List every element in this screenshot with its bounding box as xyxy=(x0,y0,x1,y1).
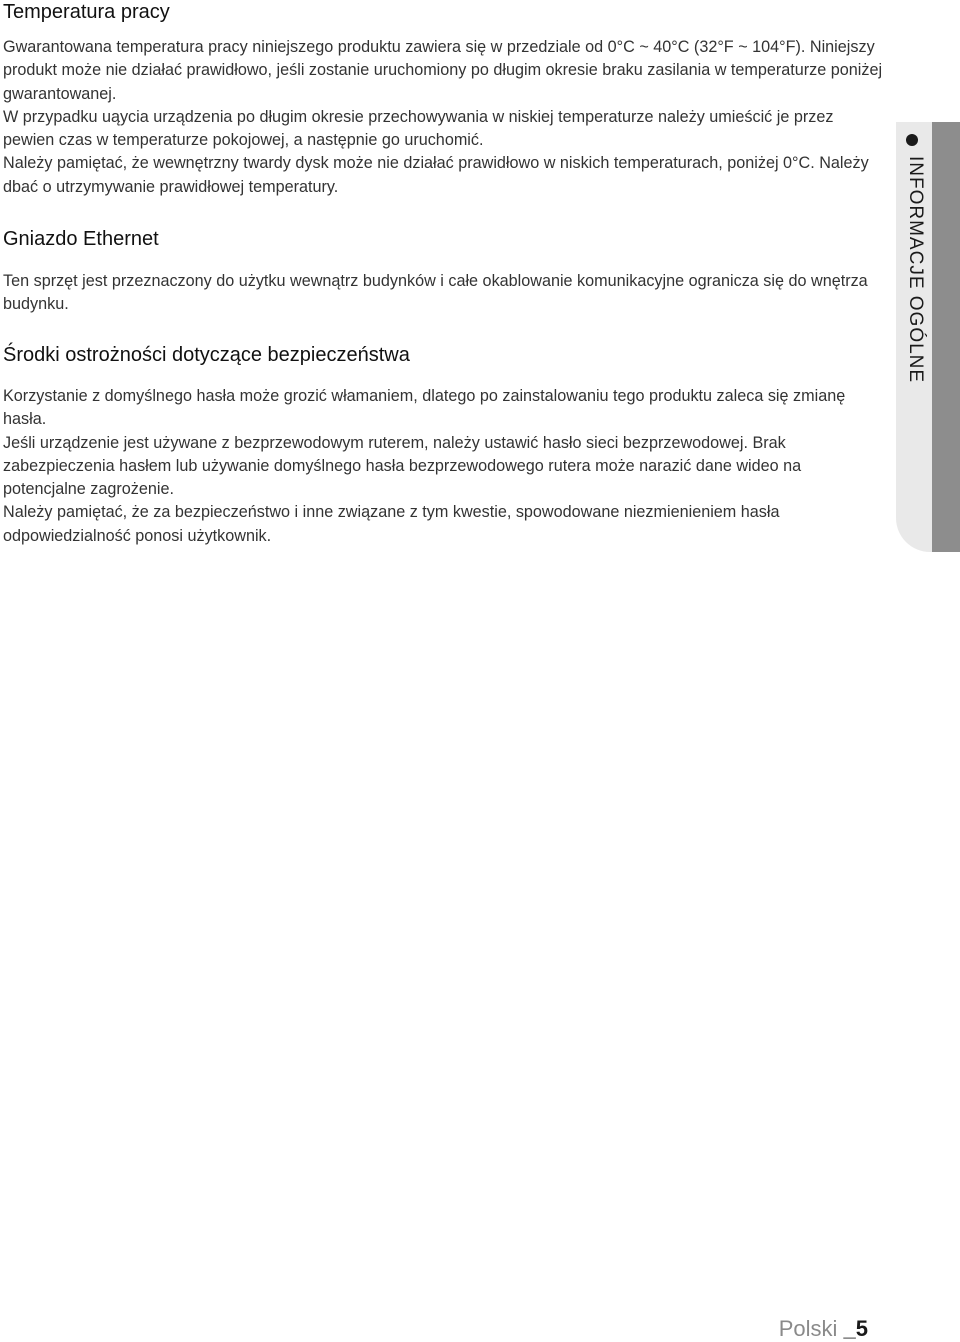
section-body-ethernet xyxy=(3,270,883,317)
paragraph: Jeśli urządzenie jest używane z bezprzewodowym ruterem, należy ustawić hasło sieci bezprzewodowej. Brak zabezpieczenia hasłem lub używanie domyślnego hasła bezprzewodowego rutera może narazić dane wideo na potencjalne zagrożenie. xyxy=(3,433,802,499)
side-tab-label: INFORMACJE OGÓLNE xyxy=(905,156,926,384)
side-tab-dark-strip xyxy=(932,122,960,552)
bullet-icon xyxy=(906,134,918,146)
section-body-security xyxy=(3,385,883,548)
section-title-ethernet: Gniazdo Ethernet xyxy=(3,228,159,250)
page-footer xyxy=(779,1316,868,1342)
section-body-temperature xyxy=(3,36,883,199)
page-number: _5 xyxy=(843,1316,868,1341)
paragraph: Korzystanie z domyślnego hasła może grozić włamaniem, dlatego po zainstalowaniu tego produktu zaleca się zmianę hasła. xyxy=(3,387,846,429)
chapter-side-tab xyxy=(896,122,960,552)
section-title-security: Środki ostrożności dotyczące bezpieczeństwa xyxy=(3,344,410,366)
paragraph: Należy pamiętać, że za bezpieczeństwo i inne związane z tym kwestie, spowodowane niezmienieniem hasła odpowiedzialność ponosi użytkownik. xyxy=(3,503,780,545)
paragraph: Należy pamiętać, że wewnętrzny twardy dysk może nie działać prawidłowo w niskich temperaturach, poniżej 0°C. Należy dbać o utrzymywanie prawidłowej temperatury. xyxy=(3,154,869,196)
section-title-temperature: Temperatura pracy xyxy=(3,1,170,23)
footer-language: Polski xyxy=(778,1316,838,1341)
paragraph: Ten sprzęt jest przeznaczony do użytku wewnątrz budynków i całe okablowanie komunikacyjne ogranicza się do wnętrza budynku. xyxy=(3,272,868,314)
paragraph: Gwarantowana temperatura pracy niniejszego produktu zawiera się w przedziale od 0°C ~ 40°C (32°F ~ 104°F). Niniejszy produkt może nie działać prawidłowo, jeśli zostanie uruchomiony po długim okresie braku zasilania w temperaturze poniżej gwarantowanej. xyxy=(3,38,883,103)
paragraph: W przypadku uąycia urządzenia po długim okresie przechowywania w niskiej temperaturze należy umieścić je przez pewien czas w temperaturze pokojowej, a następnie go uruchomić. xyxy=(3,107,834,150)
